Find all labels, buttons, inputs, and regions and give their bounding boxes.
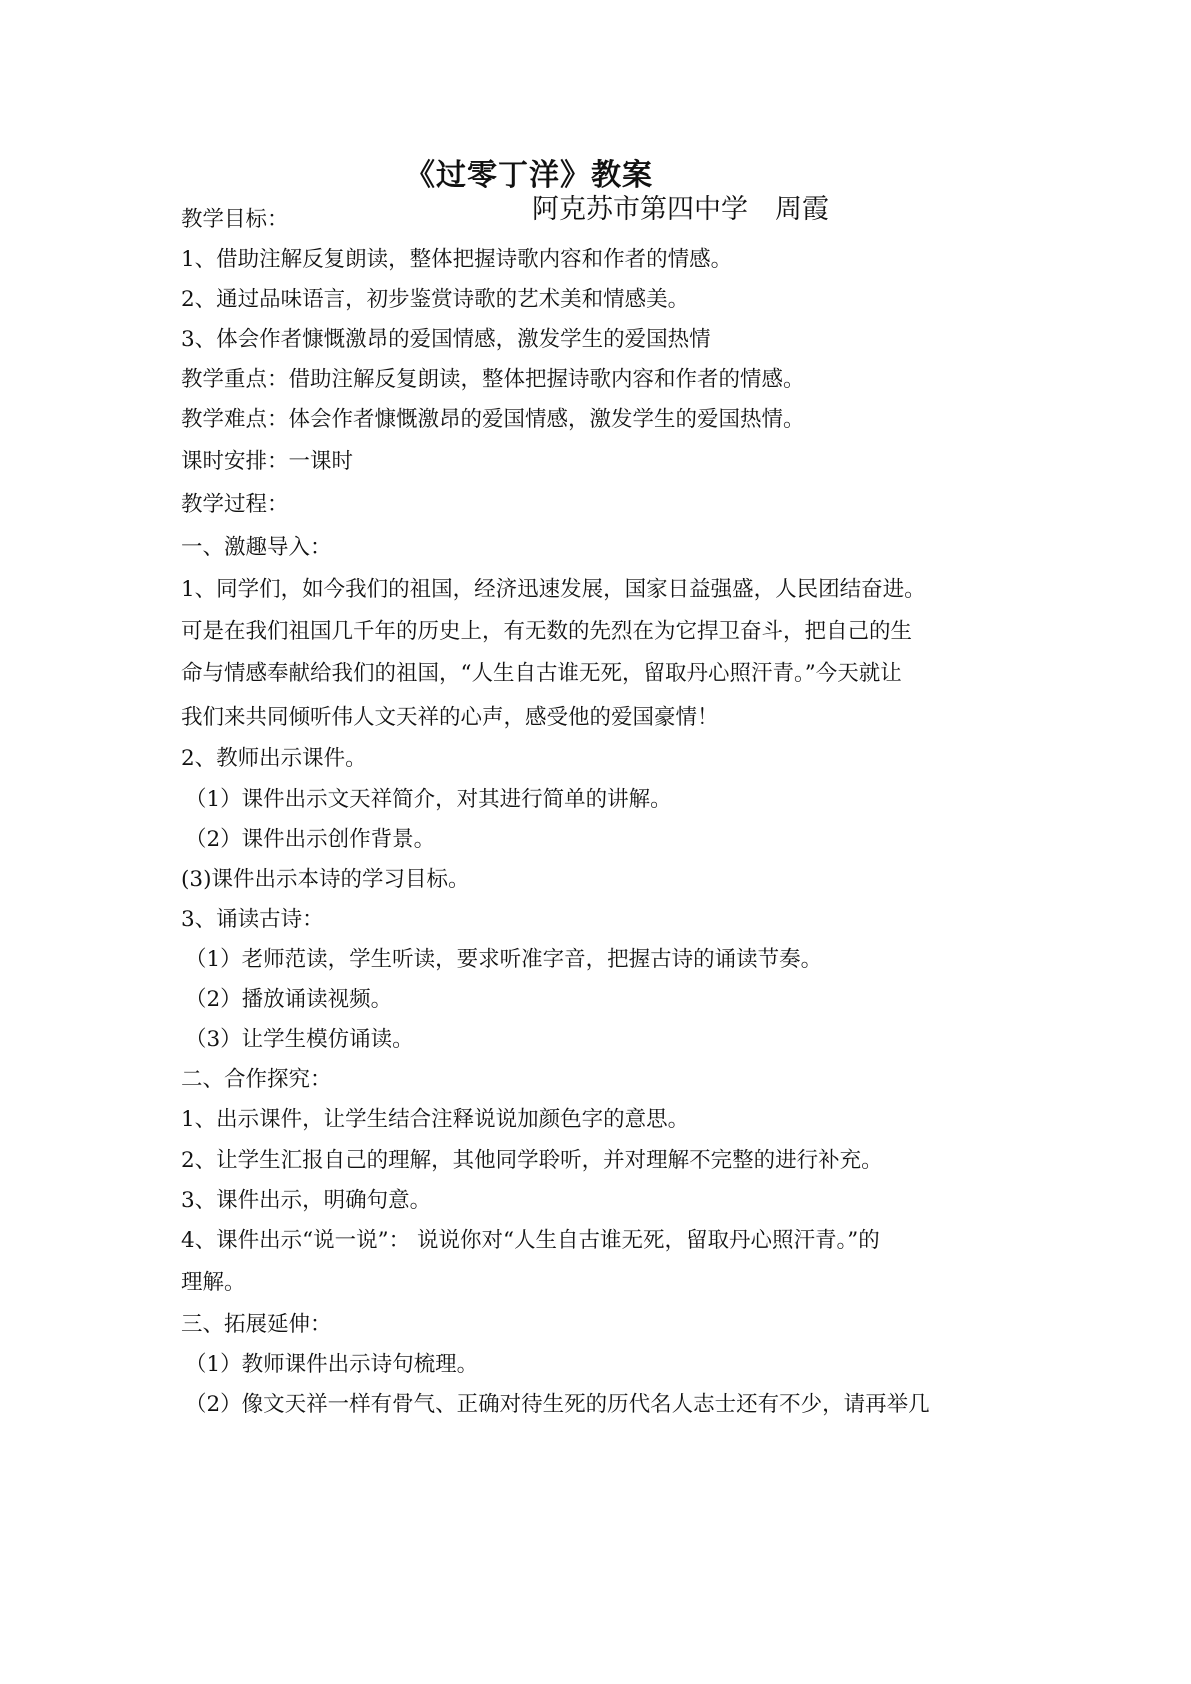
section-heading-objectives: 教学目标： (181, 207, 289, 232)
section-heading: 二、合作探究： (181, 1067, 332, 1092)
document-title: 《过零丁洋》教案 (405, 158, 653, 193)
text-line: 1、借助注解反复朗读，整体把握诗歌内容和作者的情感。 (181, 247, 733, 272)
text-line: 2、通过品味语言，初步鉴赏诗歌的艺术美和情感美。 (181, 287, 690, 312)
section-heading: 三、拓展延伸： (181, 1312, 332, 1337)
text-line: 2、教师出示课件。 (181, 746, 367, 771)
text-line: 命与情感奉献给我们的祖国，“人生自古谁无死，留取丹心照汗青。”今天就让 (181, 661, 902, 686)
text-line: （2）播放诵读视频。 (185, 987, 393, 1012)
text-line: （1）教师课件出示诗句梳理。 (185, 1352, 479, 1377)
text-line: 教学重点：借助注解反复朗读，整体把握诗歌内容和作者的情感。 (181, 367, 805, 392)
text-line: 4、课件出示“说一说”： 说说你对“人生自古谁无死，留取丹心照汗青。”的 (181, 1228, 880, 1253)
text-line: 3、诵读古诗： (181, 907, 324, 932)
text-line: 可是在我们祖国几千年的历史上，有无数的先烈在为它捍卫奋斗，把自己的生 (181, 619, 913, 644)
text-line: （1）老师范读，学生听读，要求听准字音，把握古诗的诵读节奏。 (185, 947, 823, 972)
text-line: （3）让学生模仿诵读。 (185, 1027, 414, 1052)
section-heading: 一、激趣导入： (181, 535, 332, 560)
section-heading-process: 教学过程： (181, 492, 289, 517)
text-line: 2、让学生汇报自己的理解，其他同学聆听，并对理解不完整的进行补充。 (181, 1148, 883, 1173)
text-line: 1、出示课件，让学生结合注释说说加颜色字的意思。 (181, 1107, 690, 1132)
text-line: 3、课件出示，明确句意。 (181, 1188, 432, 1213)
text-line: 课时安排：一课时 (181, 449, 354, 474)
document-author: 阿克苏市第四中学 周霞 (532, 194, 829, 225)
text-line: 我们来共同倾听伟人文天祥的心声，感受他的爱国豪情！ (181, 705, 719, 730)
text-line: (3)课件出示本诗的学习目标。 (181, 867, 470, 892)
text-line: 1、同学们，如今我们的祖国，经济迅速发展，国家日益强盛，人民团结奋进。 (181, 577, 926, 602)
text-line: （1）课件出示文天祥简介，对其进行简单的讲解。 (185, 787, 672, 812)
text-line: 3、体会作者慷慨激昂的爱国情感，激发学生的爱国热情 (181, 327, 711, 352)
text-line: （2）课件出示创作背景。 (185, 827, 436, 852)
text-line: 理解。 (181, 1270, 246, 1295)
text-line: 教学难点：体会作者慷慨激昂的爱国情感，激发学生的爱国热情。 (181, 407, 805, 432)
text-line: （2）像文天祥一样有骨气、正确对待生死的历代名人志士还有不少，请再举几 (185, 1392, 930, 1417)
